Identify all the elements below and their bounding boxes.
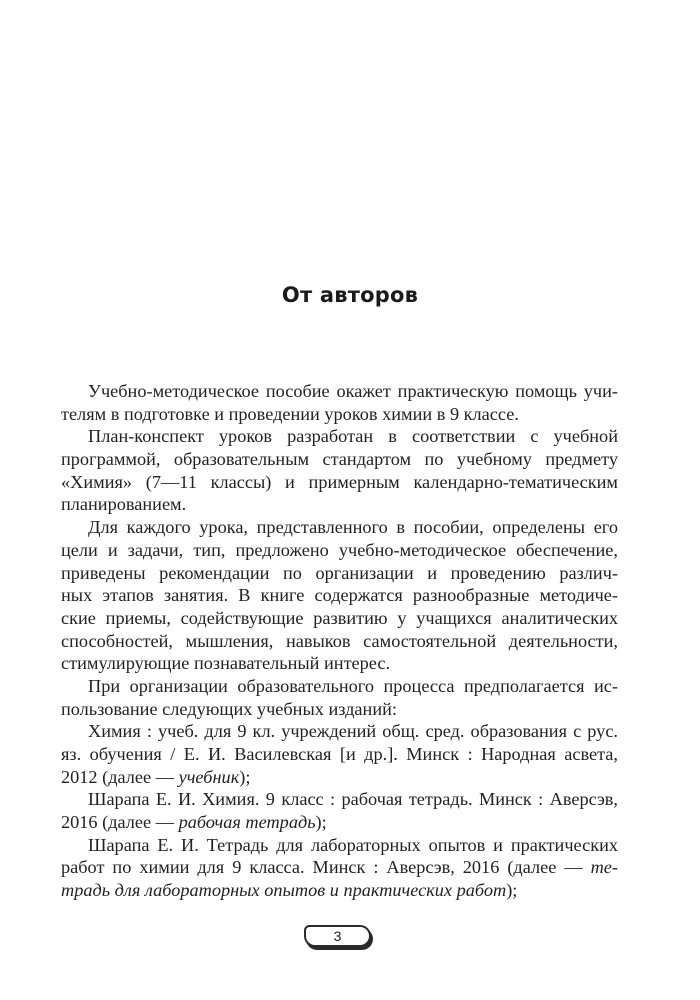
text-line	[61, 516, 618, 539]
text-line	[61, 607, 618, 630]
text-fragment: Учебно-методическое пособие окажет практическую помощь учи-	[88, 381, 618, 401]
text-fragment: Для каждого урока, представленного в пособии, определены его	[88, 517, 618, 538]
text-line	[61, 562, 618, 585]
text-fragment: 2016 (далее —	[61, 812, 179, 833]
text-fragment-italic: традь для лабораторных опытов и практических работ	[61, 880, 507, 901]
text-fragment: цели и задачи, тип, предложено учебно-методическое обеспечение,	[61, 539, 618, 560]
text-fragment: );	[239, 766, 251, 787]
text-fragment: );	[506, 880, 518, 901]
page-number: 3	[304, 925, 371, 947]
text-fragment: приведены рекомендации по организации и проведению различ-	[61, 562, 618, 583]
text-line	[61, 834, 618, 857]
text-fragment: При организации образовательного процесса предполагается ис-	[88, 675, 618, 696]
text-fragment: ские приемы, содействующие развитию у учащихся аналитических	[61, 607, 618, 628]
text-line	[61, 811, 618, 834]
text-line	[61, 425, 618, 448]
text-fragment: ных этапов занятия. В книге содержатся разнообразные методиче-	[61, 585, 618, 606]
text-fragment: работ по химии для 9 класса. Минск : Аверсэв, 2016 (далее —	[61, 857, 591, 878]
text-fragment: Шарапа Е. И. Тетрадь для лабораторных опытов и практических	[88, 834, 618, 855]
body-text	[61, 380, 618, 902]
text-line	[61, 766, 618, 789]
text-fragment: «Химия» (7—11 классы) и примерным календарно-тематическим	[61, 471, 618, 492]
text-line	[61, 743, 618, 766]
text-fragment: пользование следующих учебных изданий:	[61, 698, 397, 719]
text-fragment: телям в подготовке и проведении уроков химии в 9 классе.	[61, 403, 519, 424]
text-line	[61, 856, 618, 879]
text-fragment: Шарапа Е. И. Химия. 9 класс : рабочая тетрадь. Минск : Аверсэв,	[88, 789, 618, 810]
text-line	[61, 630, 618, 653]
text-line	[61, 403, 618, 426]
text-line	[61, 539, 618, 562]
text-line	[61, 584, 618, 607]
text-fragment-italic: те-	[590, 857, 618, 878]
text-line	[61, 675, 618, 698]
text-line	[61, 380, 618, 403]
text-line	[61, 448, 618, 471]
text-line	[61, 879, 618, 902]
text-fragment: яз. обучения / Е. И. Василевская [и др.]. Минск : Народная асвета,	[61, 744, 618, 764]
text-fragment: способностей, мышления, навыков самостоятельной деятельности,	[61, 630, 618, 651]
text-fragment-italic: учебник	[178, 766, 240, 787]
text-fragment-italic: рабочая тетрадь	[178, 812, 316, 833]
text-fragment: Химия : учеб. для 9 кл. учреждений общ. сред. образования с рус.	[88, 721, 618, 742]
text-fragment: 2012 (далее —	[61, 766, 179, 787]
text-line	[61, 471, 618, 494]
text-fragment: программой, образовательным стандартом по учебному предмету	[61, 449, 618, 470]
text-line	[61, 493, 618, 516]
text-fragment: План-конспект уроков разработан в соответствии с учебной	[88, 426, 618, 447]
text-fragment: стимулирующие познавательный интерес.	[61, 653, 391, 674]
text-line	[61, 720, 618, 743]
text-line	[61, 788, 618, 811]
text-fragment: );	[315, 812, 327, 833]
page-title: От авторов	[281, 283, 419, 307]
text-fragment: планированием.	[61, 494, 187, 515]
text-line	[61, 652, 618, 675]
text-line	[61, 698, 618, 721]
